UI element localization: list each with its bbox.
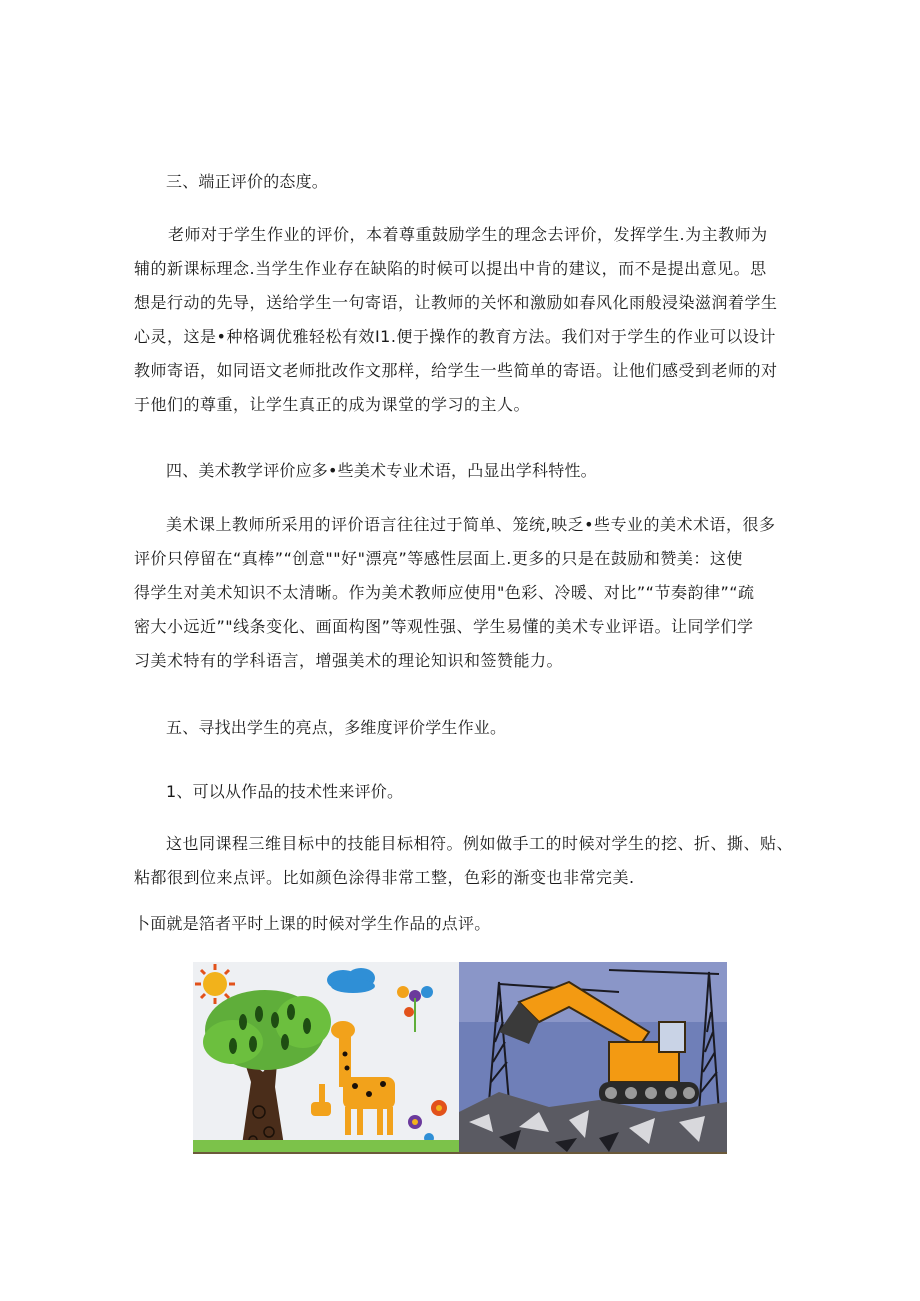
paragraph-line: 老师对于学生作业的评价，本着尊重鼓励学生的理念去评价，发挥学生.为主教师为 [168,225,768,244]
paragraph-line: 辅的新课标理念.当学生作业存在缺陷的时候可以提出中肯的建议，而不是提出意见。思 [134,259,767,278]
paragraph-line: 这也同课程三维目标中的技能目标相符。例如做手工的时候对学生的挖、折、撕、贴、 [166,834,794,853]
heading-section-3: 三、端正评价的态度。 [166,172,329,191]
paragraph-line: 想是行动的先导，送给学生一句寄语，让教师的关怀和激励如春风化雨般浸染滋润着学生 [134,293,778,312]
paragraph-line: 于他们的尊重，让学生真正的成为课堂的学习的主人。 [134,395,531,414]
paragraph-section-4 [134,515,776,685]
paragraph-line: 密大小远近”"线条变化、画面构图”等观性强、学生易懂的美术专业评语。让同学们学 [134,617,754,636]
heading-section-4: 四、美术教学评价应多•些美术专业术语，凸显出学科特性。 [166,461,597,480]
heading-subsection-1: 1、可以从作品的技术性来评价。 [166,782,404,801]
children-drawing-image [193,962,459,1152]
heading-section-5: 五、寻找出学生的亮点，多维度评价学生作业。 [166,718,507,737]
paragraph-subsection-1 [134,834,794,902]
paragraph-section-3 [134,225,778,429]
paragraph-line: 得学生对美术知识不太清晰。作为美术教师应使用"色彩、冷暖、对比”“节奏韵律”“疏 [134,583,755,602]
paragraph-line: 心灵，这是•种格调优雅轻松有效I1.便于操作的教育方法。我们对于学生的作业可以设计 [134,327,776,346]
cloud-icon [327,968,375,993]
paragraph-line: 评价只停留在“真棒”“创意""好"漂亮”等感性层面上.更多的只是在鼓励和赞美：这使 [134,549,743,568]
excavator-collage-image [459,962,727,1152]
student-artwork-figure [193,962,727,1154]
paragraph-line: 教师寄语，如同语文老师批改作文那样，给学生一些简单的寄语。让他们感受到老师的对 [134,361,778,380]
paragraph-line: 习美术特有的学科语言，增强美术的理论知识和签赞能力。 [134,651,564,670]
caption-line: 卜面就是箔者平时上课的时候对学生作品的点评。 [134,914,491,933]
paragraph-line: 粘都很到位来点评。比如颜色涂得非常工整，色彩的渐变也非常完美. [134,868,635,887]
paragraph-line: 美术课上教师所采用的评价语言往往过于简单、笼统,映乏•些专业的美术术语，很多 [166,515,776,534]
